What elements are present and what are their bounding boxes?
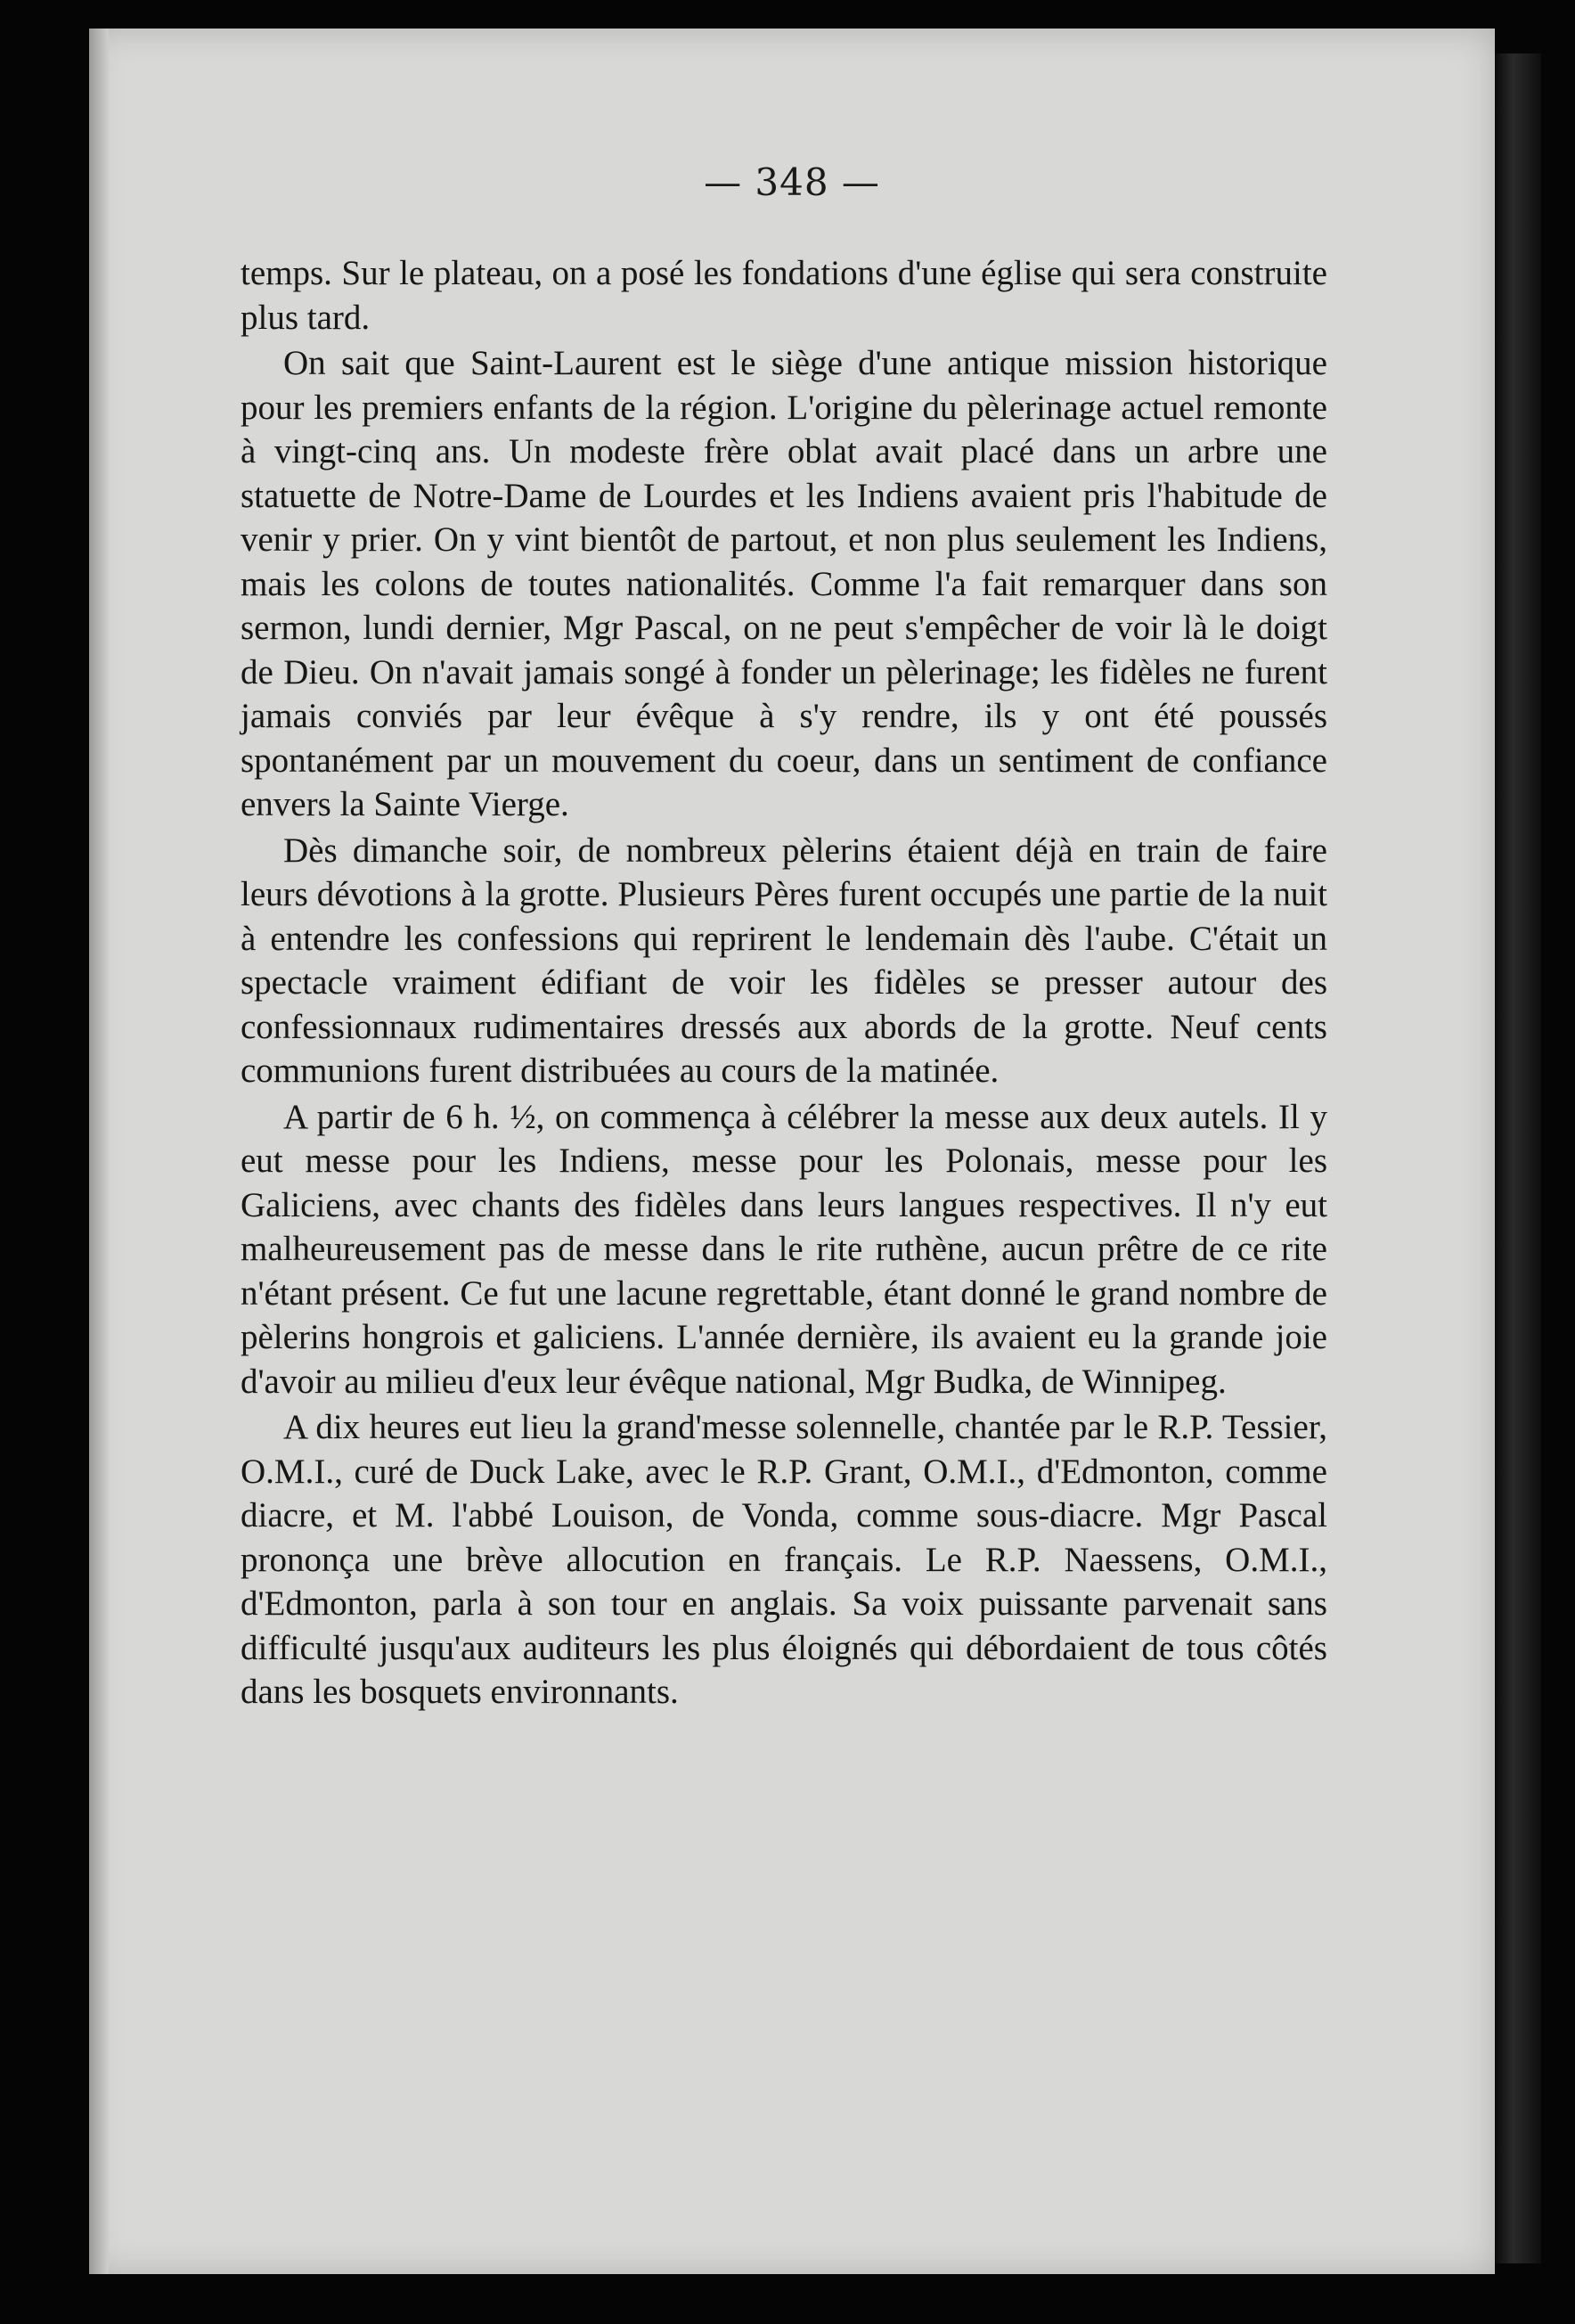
paragraph-4: A partir de 6 h. ½, on commença à célébrer la messe aux deux autels. Il y eut messe pour les Indiens, messe pour les Polonais, messe pour les Galiciens, avec chants des fidèles dans leurs langues respectives. Il n'y eut malheureusement pas de messe dans le rite ruthène, aucun prêtre de ce rite n'étant présent. Ce fut une lacune regrettable, étant donné le grand nombre de pèlerins hongrois et galiciens. L'année dernière, ils avaient eu la grande joie d'avoir au milieu d'eux leur évêque national, Mgr Budka, de Winnipeg. xyxy=(241,1097,1327,1401)
book-page xyxy=(89,29,1495,2274)
page-number: — 348 — xyxy=(704,160,880,204)
paragraph-1: temps. Sur le plateau, on a posé les fondations d'une église qui sera construite plus tard. xyxy=(241,254,1327,337)
body-text xyxy=(241,251,1327,1716)
facing-page-edge xyxy=(1495,53,1541,2263)
paragraph-3: Dès dimanche soir, de nombreux pèlerins étaient déjà en train de faire leurs dévotions à la grotte. Plusieurs Pères furent occupés une partie de la nuit à entendre les confessions qui reprirent le lendemain dès l'aube. C'était un spectacle vraiment édifiant de voir les fidèles se presser autour des confessionnaux rudimentaires dressés aux abords de la grotte. Neuf cents communions furent distribuées au cours de la matinée. xyxy=(241,831,1327,1090)
scan-bottom-margin xyxy=(89,2274,1495,2324)
paragraph-5: A dix heures eut lieu la grand'messe solennelle, chantée par le R.P. Tessier, O.M.I., curé de Duck Lake, avec le R.P. Grant, O.M.I., d'Edmonton, comme diacre, et M. l'abbé Louison, de Vonda, comme sous-diacre. Mgr Pascal prononça une brève allocution en français. Le R.P. Naessens, O.M.I., d'Edmonton, parla à son tour en anglais. Sa voix puissante parvenait sans difficulté jusqu'aux auditeurs les plus éloignés qui débordaient de tous côtés dans les bosquets environnants. xyxy=(241,1408,1327,1711)
paragraph-2: On sait que Saint-Laurent est le siège d'une antique mission historique pour les premiers enfants de la région. L'origine du pèlerinage actuel remonte à vingt-cinq ans. Un modeste frère oblat avait placé dans un arbre une statuette de Notre-Dame de Lourdes et les Indiens avaient pris l'habitude de venir y prier. On y vint bientôt de partout, et non plus seulement les Indiens, mais les colons de toutes nationalités. Comme l'a fait remarquer dans son sermon, lundi dernier, Mgr Pascal, on ne peut s'empêcher de voir là le doigt de Dieu. On n'avait jamais songé à fonder un pèlerinage; les fidèles ne furent jamais conviés par leur évêque à s'y rendre, ils y ont été poussés spontanément par un mouvement du coeur, dans un sentiment de confiance envers la Sainte Vierge. xyxy=(241,344,1327,823)
